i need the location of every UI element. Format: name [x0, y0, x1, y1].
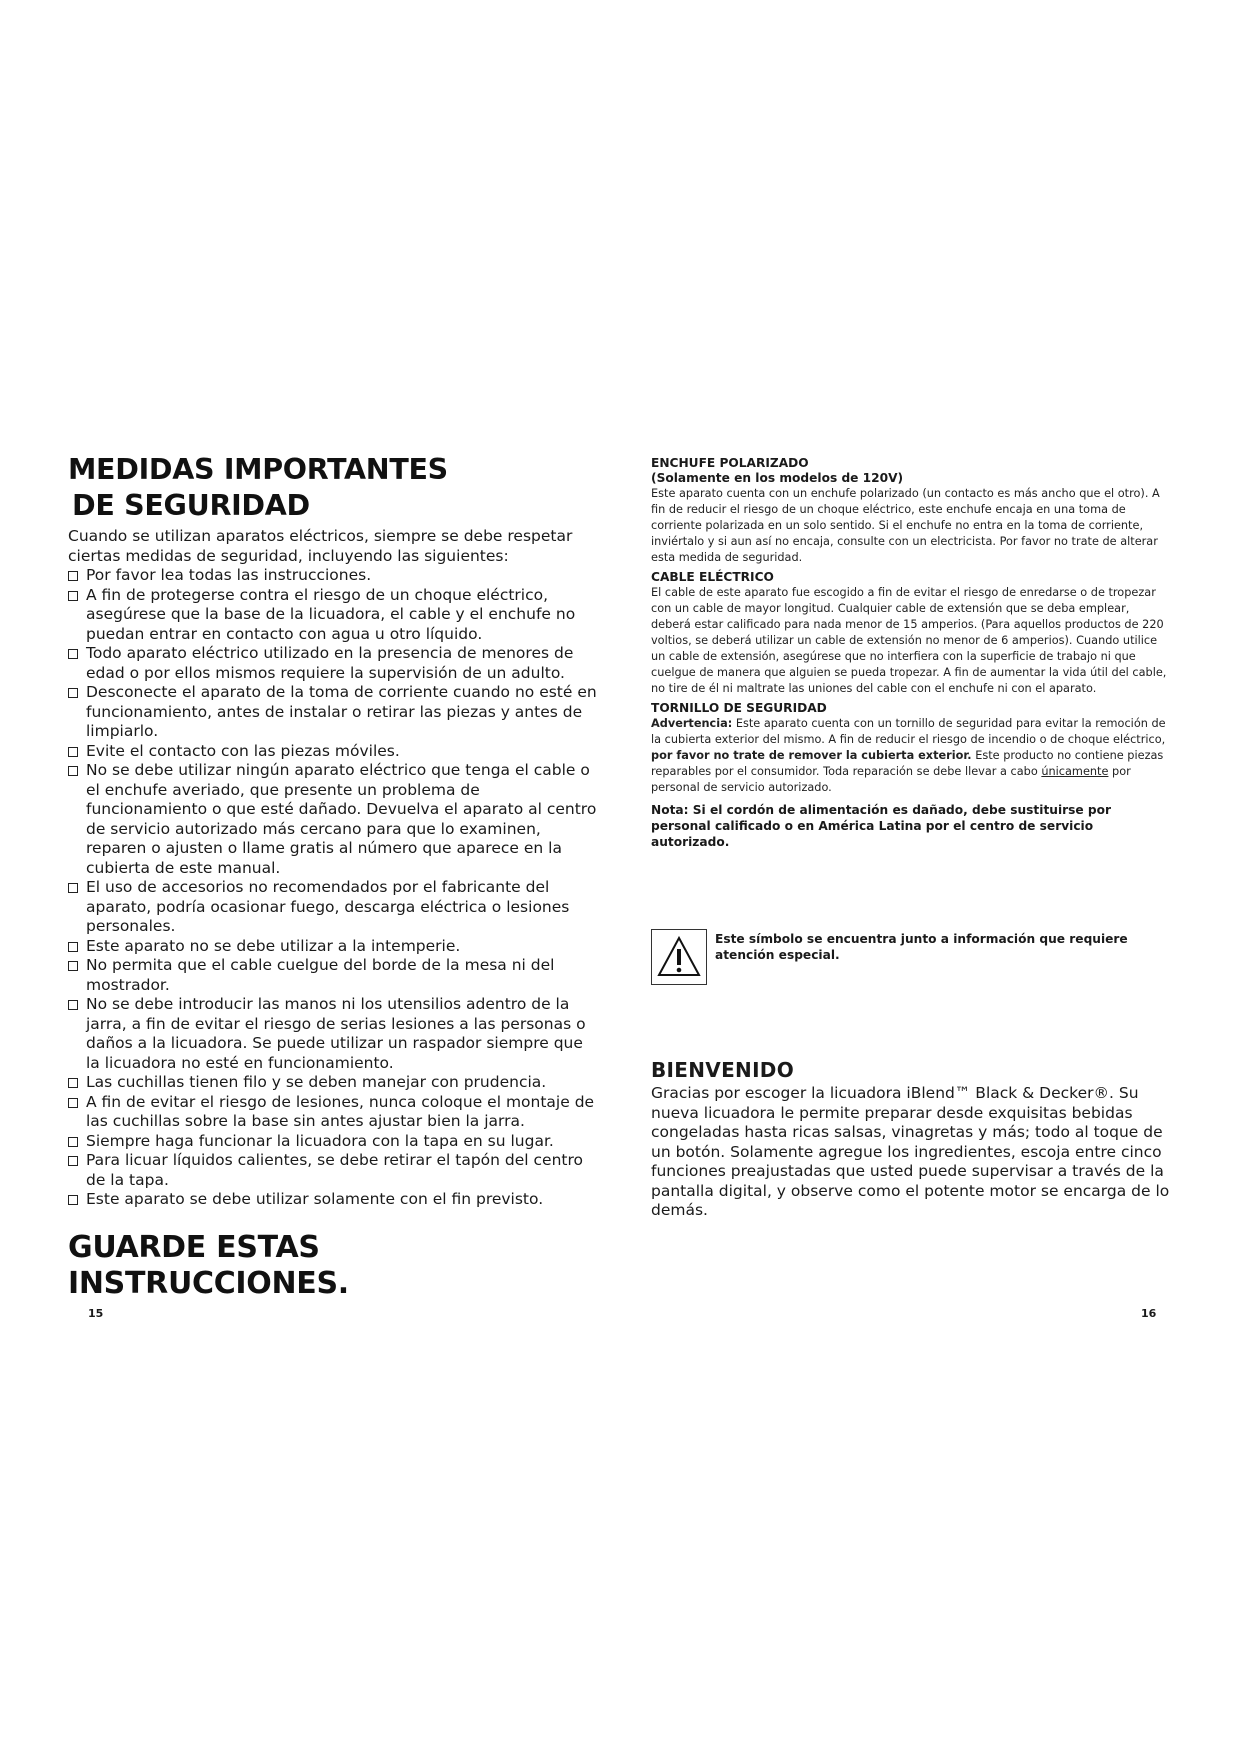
list-item — [68, 956, 598, 995]
welcome-section — [651, 1058, 1171, 1221]
list-item-text: Desconecte el aparato de la toma de corriente cuando no esté en funcionamiento, antes de instalar o retirar las piezas y antes de limpiarlo. — [86, 683, 597, 740]
warning-triangle-icon — [657, 936, 701, 978]
section-body: Este aparato cuenta con un enchufe polarizado (un contacto es más ancho que el otro). A fin de reducir el riesgo de un choque eléctrico, este enchufe encaja en una toma de corriente polarizada en un solo sentido. Si el enchufe no entra en la toma de corriente, inviértalo y si aun así no encaja, consulte con un electricista. Por favor no trate de alterar esta medida de seguridad. — [651, 487, 1160, 564]
list-item-text: Por favor lea todas las instrucciones. — [86, 566, 372, 584]
underlined-text: únicamente — [1041, 765, 1109, 778]
checkbox-icon — [68, 1156, 78, 1166]
power-cord-note: Nota: Si el cordón de alimentación es dañado, debe sustituirse por personal calificado o en América Latina por el centro de servicio autorizado. — [651, 803, 1112, 849]
list-item — [68, 761, 598, 878]
list-item-text: Este aparato no se debe utilizar a la intemperie. — [86, 936, 461, 955]
checkbox-icon — [68, 1098, 78, 1108]
list-item — [68, 1151, 598, 1190]
list-item-text: Para licuar líquidos calientes, se debe retirar el tapón del centro de la tapa. — [86, 1151, 583, 1189]
body-text: Este producto no contiene piezas reparables por el consumidor. Toda reparación se debe llevar a cabo — [651, 749, 1164, 778]
warning-label: Advertencia: — [651, 717, 733, 730]
checkbox-icon — [68, 649, 78, 659]
warning-text: Este símbolo se encuentra junto a información que requiere atención especial. — [715, 932, 1128, 962]
list-item — [68, 937, 598, 957]
section-body — [651, 716, 1171, 796]
warning-callout — [651, 929, 1135, 985]
list-item — [68, 566, 598, 586]
safety-screw-section — [651, 701, 1171, 796]
section-subheading: (Solamente en los modelos de 120V) — [651, 471, 904, 485]
list-item-text: El uso de accesorios no recomendados por el fabricante del aparato, podría ocasionar fuego, descarga eléctrica o lesiones personales. — [86, 878, 570, 935]
intro-text: Cuando se utilizan aparatos eléctricos, siempre se debe respetar ciertas medidas de seguridad, incluyendo las siguientes: — [68, 527, 573, 565]
checkbox-icon — [68, 1195, 78, 1205]
page-number-left: 15 — [88, 1307, 104, 1320]
list-item — [68, 1132, 598, 1152]
page-title-line2: DE SEGURIDAD — [72, 489, 310, 522]
list-item-text: A fin de protegerse contra el riesgo de un choque eléctrico, asegúrese que la base de la licuadora, el cable y el enchufe no puedan entrar en contacto con agua u otro líquido. — [86, 585, 576, 643]
section-heading: CABLE ELÉCTRICO — [651, 570, 774, 584]
list-item-text: Este aparato se debe utilizar solamente con el fin previsto. — [86, 1190, 544, 1208]
list-item — [68, 742, 598, 762]
checkbox-icon — [68, 1078, 78, 1088]
power-cord-section — [651, 570, 1171, 697]
bold-warning: por favor no trate de remover la cubierta exterior. — [651, 749, 972, 762]
left-page — [68, 452, 598, 1302]
list-item — [68, 1190, 598, 1210]
list-item-text: No permita que el cable cuelgue del borde de la mesa ni del mostrador. — [86, 956, 555, 994]
checkbox-icon — [68, 591, 78, 601]
checkbox-icon — [68, 571, 78, 581]
section-heading: ENCHUFE POLARIZADO — [651, 456, 809, 470]
list-item-text: Las cuchillas tienen filo y se deben manejar con prudencia. — [86, 1073, 547, 1091]
list-item-text: Evite el contacto con las piezas móviles. — [86, 741, 400, 760]
checkbox-icon — [68, 766, 78, 776]
checkbox-icon — [68, 1137, 78, 1147]
save-instructions-heading: GUARDE ESTAS INSTRUCCIONES. — [68, 1229, 349, 1301]
safety-list — [68, 566, 598, 1210]
list-item — [68, 683, 598, 742]
welcome-heading: BIENVENIDO — [651, 1058, 795, 1082]
section-heading: TORNILLO DE SEGURIDAD — [651, 701, 827, 715]
checkbox-icon — [68, 942, 78, 952]
checkbox-icon — [68, 747, 78, 757]
checkbox-icon — [68, 883, 78, 893]
warning-icon-box — [651, 929, 707, 985]
right-page — [651, 456, 1171, 850]
list-item-text: Todo aparato eléctrico utilizado en la presencia de menores de edad o por ellos mismos requiere la supervisión de un adulto. — [86, 644, 574, 682]
list-item-text: A fin de evitar el riesgo de lesiones, nunca coloque el montaje de las cuchillas sobre la base sin antes ajustar bien la jarra. — [86, 1092, 595, 1130]
list-item-text: No se debe utilizar ningún aparato eléctrico que tenga el cable o el enchufe averiado, que presente un problema de funcionamiento o que esté dañado. Devuelva el aparato al centro de servicio autorizado más cercano para que lo examinen, reparen o ajusten o llame gratis al número que aparece en la cubierta de este manual. — [86, 761, 597, 877]
page-number-right: 16 — [1141, 1307, 1157, 1320]
body-text: Este aparato cuenta con un tornillo de seguridad para evitar la remoción de la cubierta exterior del mismo. A fin de reducir el riesgo de incendio o de choque eléctrico, — [651, 717, 1166, 746]
polarized-plug-section — [651, 456, 1171, 566]
checkbox-icon — [68, 961, 78, 971]
list-item — [68, 1073, 598, 1093]
list-item — [68, 1093, 598, 1132]
list-item — [68, 644, 598, 683]
list-item-text: No se debe introducir las manos ni los utensilios adentro de la jarra, a fin de evitar el riesgo de serias lesiones a las personas o daños a la licuadora. Se puede utilizar un raspador siempre que la licuadora no esté en funcionamiento. — [86, 995, 586, 1072]
page-title: MEDIDAS IMPORTANTES — [68, 453, 448, 486]
list-item — [68, 878, 598, 937]
body-text: por personal de servicio autorizado. — [651, 765, 1131, 794]
section-body: El cable de este aparato fue escogido a fin de evitar el riesgo de enredarse o de tropezar con un cable de mayor longitud. Cualquier cable de extensión que se deba emplear, deberá estar calificado para nada menor de 15 amperios. (Para aquellos productos de 220 voltios, se deberá utilizar un cable de extensión no menor de 6 amperios). Cuando utilice un cable de extensión, asegúrese que no interfiera con la superficie de trabajo ni que cuelgue de manera que alguien se pueda tropezar. A fin de aumentar la vida útil del cable, no tire de él ni maltrate las uniones del cable con el enchufe ni con el aparato. — [651, 586, 1167, 695]
list-item — [68, 995, 598, 1073]
list-item — [68, 586, 598, 645]
checkbox-icon — [68, 1000, 78, 1010]
checkbox-icon — [68, 688, 78, 698]
welcome-text: Gracias por escoger la licuadora iBlend™ Black & Decker®. Su nueva licuadora le permite preparar desde exquisitas bebidas congeladas hasta ricas salsas, vinagretas y más; todo al toque de un botón. Solamente agregue los ingredientes, escoja entre cinco funciones preajustadas que usted puede supervisar a través de la pantalla digital, y observe como el potente motor se encarga de lo demás. — [651, 1084, 1170, 1219]
list-item-text: Siempre haga funcionar la licuadora con la tapa en su lugar. — [86, 1131, 554, 1150]
